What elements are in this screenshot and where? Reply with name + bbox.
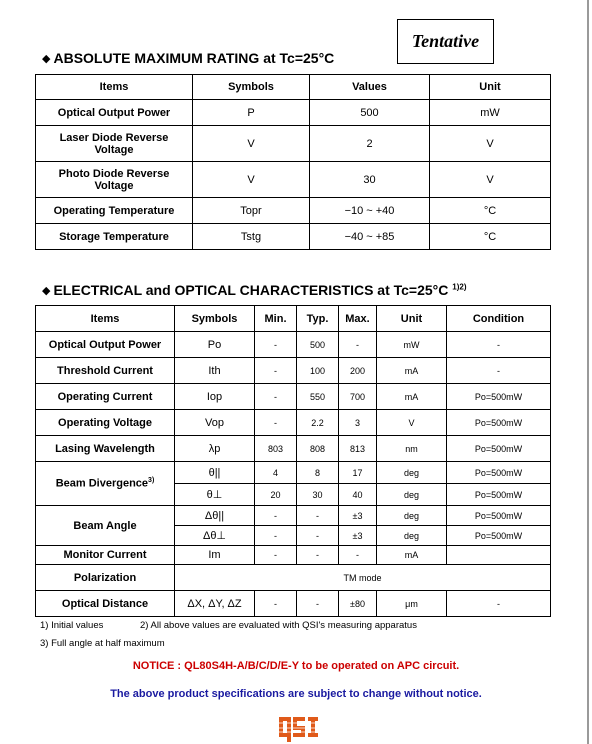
unit-cell: °C (430, 224, 551, 250)
header-cell: Values (310, 75, 430, 100)
unit-cell: mA (377, 546, 447, 565)
symbol-cell: Ith (175, 358, 255, 384)
section-title-text: ABSOLUTE MAXIMUM RATING at Tc=25°C (53, 50, 335, 66)
condition-cell: Po=500mW (447, 526, 551, 546)
table-row (36, 162, 551, 198)
symbol-cell: Δθ⊥ (175, 526, 255, 546)
max-cell: ±3 (339, 506, 377, 526)
diamond-bullet-icon: ◆ (42, 53, 51, 65)
typ-cell: - (297, 526, 339, 546)
typ-cell: - (297, 506, 339, 526)
symbol-cell: θ|| (175, 462, 255, 484)
symbol-cell: ΔX, ΔY, ΔZ (175, 591, 255, 617)
table-row (36, 410, 551, 436)
unit-cell: V (430, 126, 551, 162)
value-cell: 500 (310, 100, 430, 126)
header-cell: Symbols (175, 306, 255, 332)
table-row (36, 100, 551, 126)
header-cell: Symbols (193, 75, 310, 100)
table-row (36, 126, 551, 162)
unit-cell: mA (377, 384, 447, 410)
table-row (36, 506, 551, 526)
unit-cell: V (430, 162, 551, 198)
header-cell: Max. (339, 306, 377, 332)
symbol-cell: Po (175, 332, 255, 358)
table-header-row (36, 306, 551, 332)
min-cell: - (255, 358, 297, 384)
symbol-cell: θ⊥ (175, 484, 255, 506)
symbol-cell: Iop (175, 384, 255, 410)
unit-cell: deg (377, 506, 447, 526)
typ-cell: 100 (297, 358, 339, 384)
unit-cell: °C (430, 198, 551, 224)
typ-cell: 808 (297, 436, 339, 462)
unit-cell: nm (377, 436, 447, 462)
item-text: Beam Divergence (55, 477, 149, 490)
symbol-cell: P (193, 100, 310, 126)
section-title-absolute-max (42, 50, 334, 66)
condition-cell: - (447, 358, 551, 384)
item-line: Laser Diode Reverse (59, 131, 169, 144)
max-cell: 200 (339, 358, 377, 384)
table-row (36, 332, 551, 358)
condition-cell: Po=500mW (447, 384, 551, 410)
typ-cell: 8 (297, 462, 339, 484)
item-line: Voltage (94, 179, 134, 192)
max-cell: 40 (339, 484, 377, 506)
typ-cell: - (297, 591, 339, 617)
typ-cell: 2.2 (297, 410, 339, 436)
header-cell: Min. (255, 306, 297, 332)
min-cell: 803 (255, 436, 297, 462)
condition-cell: - (447, 591, 551, 617)
footnote-ref: 3) (148, 477, 155, 485)
typ-cell: 30 (297, 484, 339, 506)
header-cell: Items (36, 75, 193, 100)
max-cell: 17 (339, 462, 377, 484)
min-cell: 20 (255, 484, 297, 506)
header-cell: Unit (377, 306, 447, 332)
min-cell: - (255, 410, 297, 436)
max-cell: 700 (339, 384, 377, 410)
unit-cell: μm (377, 591, 447, 617)
item-cell: Lasing Wavelength (36, 436, 175, 462)
item-cell: Optical Distance (36, 591, 175, 617)
condition-cell: - (447, 332, 551, 358)
condition-cell: Po=500mW (447, 506, 551, 526)
symbol-cell: λp (175, 436, 255, 462)
table-row (36, 358, 551, 384)
item-line: Voltage (94, 143, 134, 156)
item-cell: Storage Temperature (36, 224, 193, 250)
symbol-cell: Topr (193, 198, 310, 224)
condition-cell: Po=500mW (447, 410, 551, 436)
item-cell: Optical Output Power (36, 332, 175, 358)
header-cell: Typ. (297, 306, 339, 332)
footnote-3: 3) Full angle at half maximum (40, 638, 165, 649)
condition-cell (447, 546, 551, 565)
diamond-bullet-icon: ◆ (42, 285, 51, 297)
max-cell: 813 (339, 436, 377, 462)
header-cell: Items (36, 306, 175, 332)
unit-cell: mA (377, 358, 447, 384)
unit-cell: mW (430, 100, 551, 126)
apc-notice: NOTICE : QL80S4H-A/B/C/D/E-Y to be operated on APC circuit. (132, 660, 460, 672)
section-title-text: ELECTRICAL and OPTICAL CHARACTERISTICS at Tc=25°C (53, 282, 449, 298)
table-row (36, 462, 551, 484)
item-cell (36, 162, 193, 198)
unit-cell: deg (377, 462, 447, 484)
symbol-cell: V (193, 162, 310, 198)
item-cell: Threshold Current (36, 358, 175, 384)
min-cell: - (255, 332, 297, 358)
symbol-cell: Δθ|| (175, 506, 255, 526)
footnote-1: 1) Initial values (40, 620, 104, 631)
item-cell: Monitor Current (36, 546, 175, 565)
item-cell: Operating Temperature (36, 198, 193, 224)
condition-cell: Po=500mW (447, 462, 551, 484)
symbol-cell: Vop (175, 410, 255, 436)
typ-cell: - (297, 546, 339, 565)
item-cell: Optical Output Power (36, 100, 193, 126)
item-cell: Operating Voltage (36, 410, 175, 436)
item-cell: Beam Angle (36, 506, 175, 546)
item-cell (36, 126, 193, 162)
symbol-cell: Im (175, 546, 255, 565)
max-cell: ±80 (339, 591, 377, 617)
condition-cell: Po=500mW (447, 436, 551, 462)
item-line: Photo Diode Reverse (58, 167, 170, 180)
change-disclaimer: The above product specifications are subject to change without notice. (110, 688, 482, 700)
typ-cell: 550 (297, 384, 339, 410)
table-row (36, 384, 551, 410)
value-cell: −40 ~ +85 (310, 224, 430, 250)
header-cell: Unit (430, 75, 551, 100)
item-cell: Polarization (36, 565, 175, 591)
condition-cell: Po=500mW (447, 484, 551, 506)
table-row (36, 224, 551, 250)
unit-cell: deg (377, 526, 447, 546)
item-cell: Operating Current (36, 384, 175, 410)
tentative-stamp: Tentative (397, 19, 494, 64)
item-cell (36, 462, 175, 506)
qsi-logo-icon (278, 715, 320, 744)
footnote-2: 2) All above values are evaluated with QSI's measuring apparatus (140, 620, 417, 631)
polarization-value-cell: TM mode (175, 565, 551, 591)
min-cell: - (255, 546, 297, 565)
symbol-cell: Tstg (193, 224, 310, 250)
min-cell: - (255, 591, 297, 617)
max-cell: ±3 (339, 526, 377, 546)
unit-cell: V (377, 410, 447, 436)
unit-cell: mW (377, 332, 447, 358)
min-cell: - (255, 526, 297, 546)
max-cell: 3 (339, 410, 377, 436)
value-cell: 30 (310, 162, 430, 198)
max-cell: - (339, 332, 377, 358)
table-row (36, 565, 551, 591)
value-cell: −10 ~ +40 (310, 198, 430, 224)
header-cell: Condition (447, 306, 551, 332)
table-row (36, 198, 551, 224)
min-cell: 4 (255, 462, 297, 484)
min-cell: - (255, 506, 297, 526)
min-cell: - (255, 384, 297, 410)
value-cell: 2 (310, 126, 430, 162)
section-title-electrical-optical (42, 282, 467, 298)
title-footnote-ref: 1)2) (452, 282, 467, 292)
unit-cell: deg (377, 484, 447, 506)
electrical-optical-table (35, 305, 551, 617)
table-header-row (36, 75, 551, 100)
typ-cell: 500 (297, 332, 339, 358)
absolute-max-rating-table (35, 74, 551, 250)
max-cell: - (339, 546, 377, 565)
table-row (36, 436, 551, 462)
symbol-cell: V (193, 126, 310, 162)
table-row (36, 591, 551, 617)
table-row (36, 546, 551, 565)
